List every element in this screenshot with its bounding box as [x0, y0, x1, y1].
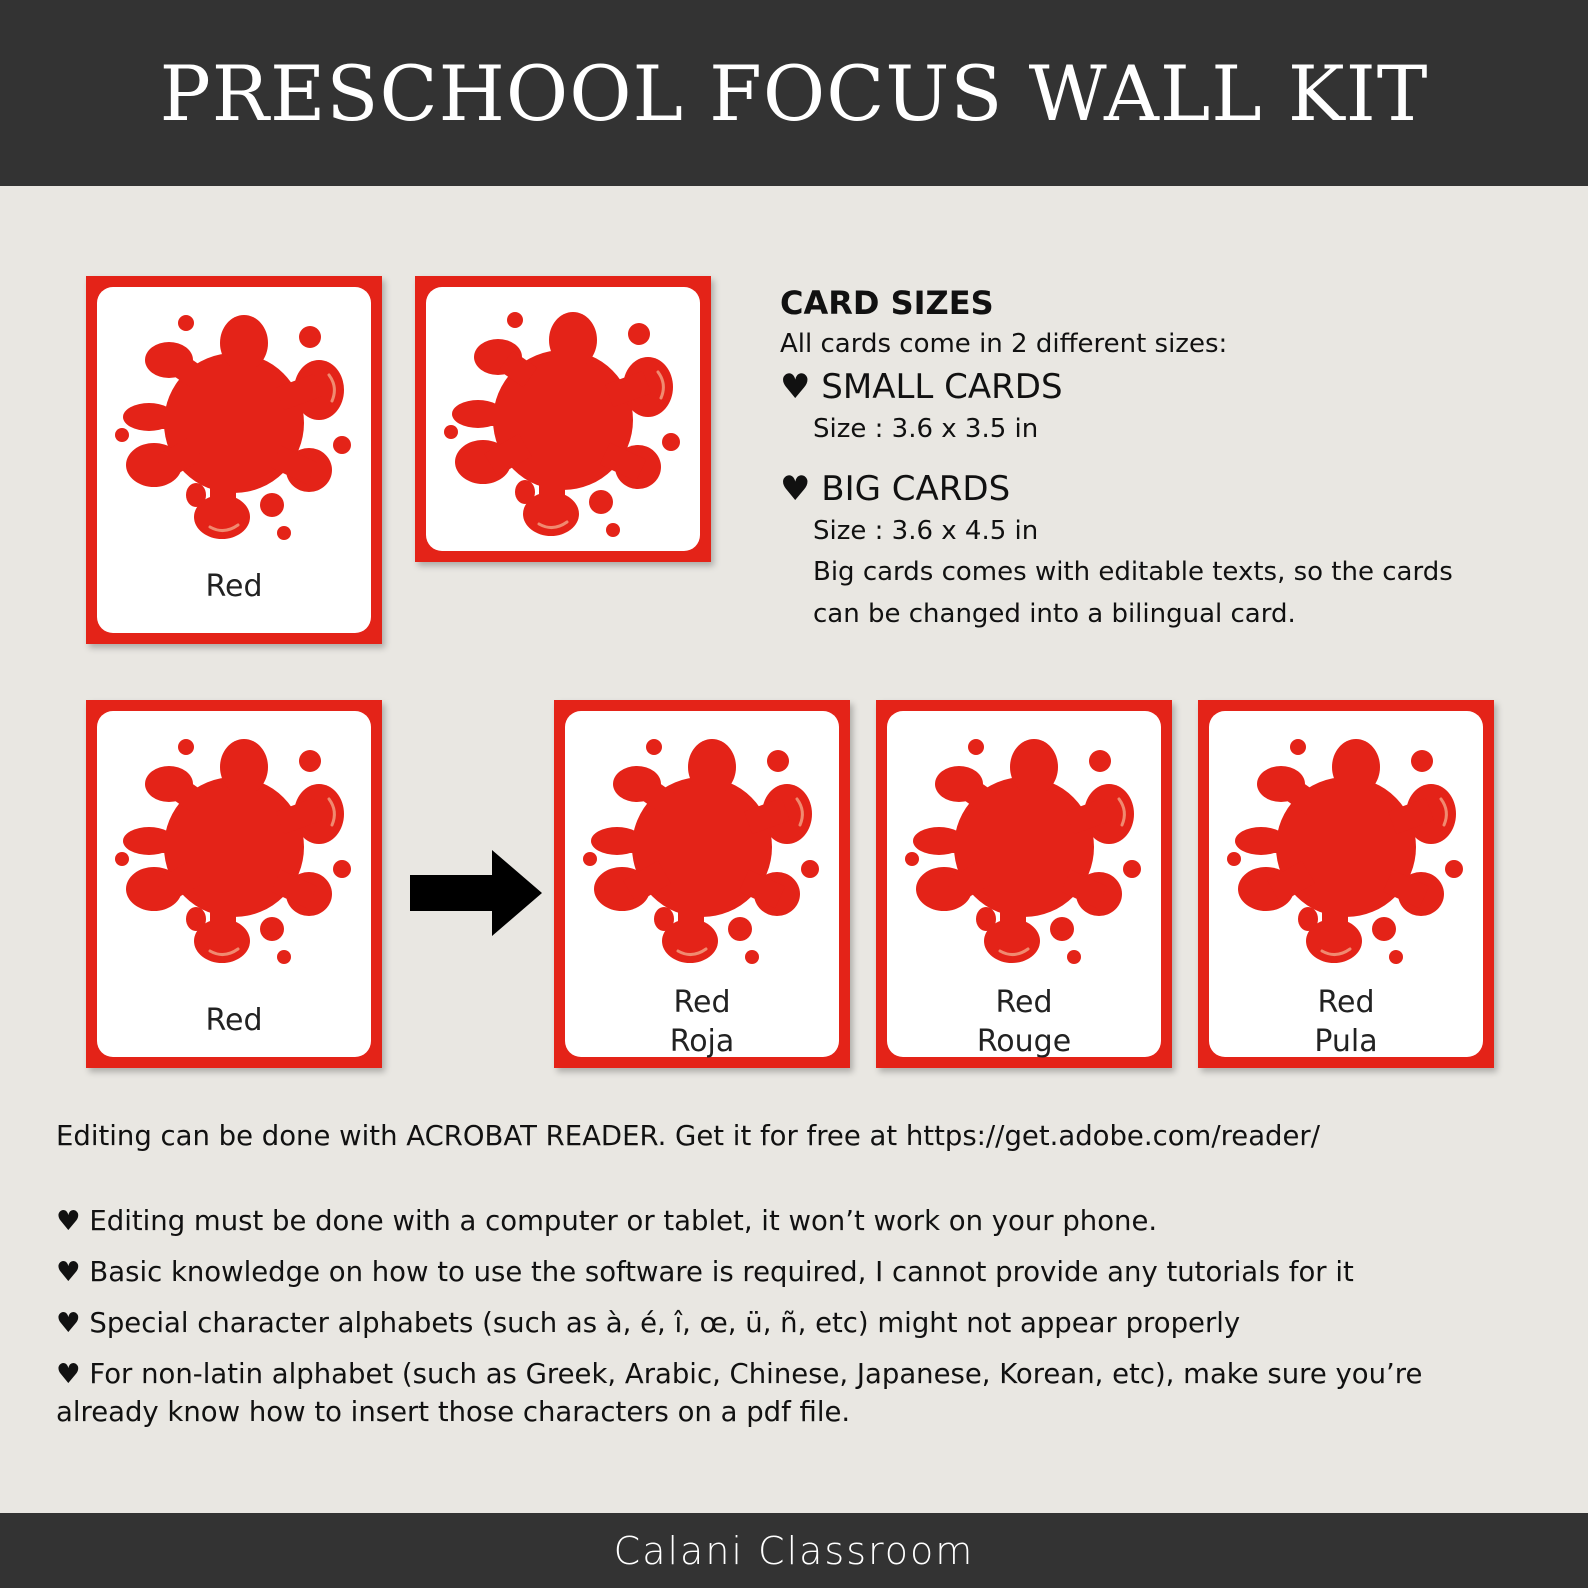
card-label-line-2: Pula [1314, 1024, 1378, 1059]
bilingual-card-filipino [1198, 700, 1494, 1068]
small-card-tall [86, 276, 382, 644]
big-cards-note-line-1: Big cards comes with editable texts, so the cards [813, 557, 1453, 587]
card-face [1209, 711, 1483, 1057]
card-sizes-info [780, 282, 1453, 634]
paint-splat-icon [114, 305, 354, 545]
note-bullet: ♥ Basic knowledge on how to use the software is required, I cannot provide any tutorials for it [56, 1256, 1354, 1288]
big-card-original [86, 700, 382, 1068]
card-face [565, 711, 839, 1057]
paint-splat-icon [582, 729, 822, 969]
paint-splat-icon [114, 729, 354, 969]
small-cards-heading: ♥ SMALL CARDS [780, 367, 1063, 407]
footer-banner [0, 1513, 1588, 1588]
bilingual-card-spanish [554, 700, 850, 1068]
note-bullet: ♥ Editing must be done with a computer or tablet, it won’t work on your phone. [56, 1205, 1158, 1237]
card-face [97, 711, 371, 1057]
big-cards-size: Size : 3.6 x 4.5 in [813, 516, 1039, 546]
card-label-line-1: Red [1317, 985, 1375, 1020]
brand-name: Calani Classroom [613, 1528, 975, 1573]
note-bullet: ♥ Special character alphabets (such as à, é, î, œ, ü, ñ, etc) might not appear properly [56, 1307, 1241, 1339]
big-cards-note-line-2: can be changed into a bilingual card. [813, 599, 1296, 629]
page-title: PRESCHOOL FOCUS WALL KIT [159, 48, 1429, 138]
editing-notes [56, 1110, 1556, 1444]
paint-splat-icon [443, 302, 683, 542]
card-face [426, 287, 700, 551]
note-bullet: ♥ For non-latin alphabet (such as Greek, Arabic, Chinese, Japanese, Korean, etc), make sure you’re already know how to insert those characters on a pdf file. [56, 1358, 1423, 1428]
card-label-line-2: Rouge [976, 1024, 1072, 1059]
card-sizes-title: CARD SIZES [780, 284, 994, 322]
card-label-line-1: Red [995, 985, 1053, 1020]
header-banner [0, 0, 1588, 186]
bilingual-card-french [876, 700, 1172, 1068]
paint-splat-icon [1226, 729, 1466, 969]
small-card-square [415, 276, 711, 562]
card-label: Red [205, 1003, 263, 1038]
paint-splat-icon [904, 729, 1144, 969]
editing-tool-note: Editing can be done with ACROBAT READER. Get it for free at https://get.adobe.com/reader/ [56, 1120, 1321, 1152]
card-label: Red [205, 569, 263, 604]
card-face [97, 287, 371, 633]
card-label-line-1: Red [673, 985, 731, 1020]
arrow-right-icon [410, 850, 542, 936]
card-sizes-intro: All cards come in 2 different sizes: [780, 329, 1228, 359]
small-cards-size: Size : 3.6 x 3.5 in [813, 414, 1039, 444]
big-cards-heading: ♥ BIG CARDS [780, 469, 1011, 509]
card-face [887, 711, 1161, 1057]
card-label-line-2: Roja [669, 1024, 735, 1059]
